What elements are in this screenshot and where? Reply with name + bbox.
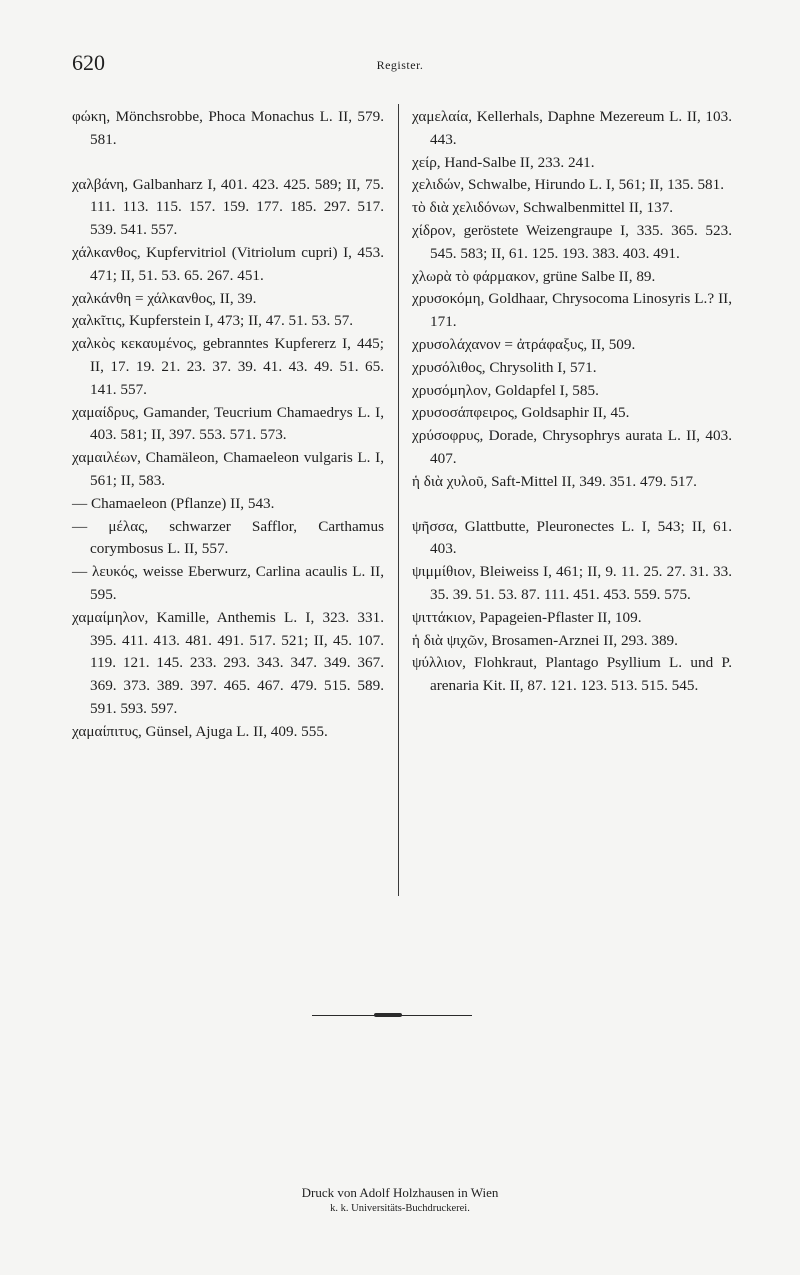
index-entry: χρυσοκόμη, Goldhaar, Chrysocoma Linosyris L.? II, 171. xyxy=(412,290,732,331)
index-entry: τὸ διὰ χελιδόνων, Schwalbenmittel II, 137. xyxy=(412,199,674,217)
imprint-line-2: k. k. Universitäts-Buchdruckerei. xyxy=(330,1203,470,1214)
index-entry: ψῆσσα, Glattbutte, Pleuronectes L. I, 543; II, 61. 403. xyxy=(412,517,732,558)
printer-imprint xyxy=(0,1185,800,1214)
index-entry: χελιδών, Schwalbe, Hirundo L. I, 561; II, 135. 581. xyxy=(412,176,725,194)
index-entry: χρυσόμηλον, Goldapfel I, 585. xyxy=(412,381,599,399)
page-number: 620 xyxy=(72,50,105,75)
index-entry: ἡ διὰ χυλοῦ, Saft-Mittel II, 349. 351. 479. 517. xyxy=(412,472,697,490)
index-entry: ψιμμίθιον, Bleiweiss I, 461; II, 9. 11. 25. 27. 31. 33. 35. 39. 51. 53. 87. 111. 451. 453. 559. 575. xyxy=(412,563,732,603)
index-entry: χαλκὸς κεκαυμένος, gebranntes Kupfererz I, 445; II, 17. 19. 21. 23. 37. 39. 41. 43. 49. 51. 65. 141. 557. xyxy=(72,335,384,398)
index-entry: — λευκός, weisse Eberwurz, Carlina acaulis L. II, 595. xyxy=(72,563,384,603)
left-column xyxy=(72,106,384,744)
index-entry: χαλβάνη, Galbanharz I, 401. 423. 425. 589; II, 75. 111. 113. 115. 157. 159. 177. 185. 297. 517. 539. 541. 557. xyxy=(72,175,384,239)
index-entry: ἡ διὰ ψιχῶν, Brosamen-Arznei II, 293. 389. xyxy=(412,631,678,649)
index-entry: χρυσολάχανον = ἀτράφαξυς, II, 509. xyxy=(412,335,636,353)
right-column xyxy=(412,106,732,698)
closing-ornament-rule xyxy=(312,1015,472,1016)
index-entry: χλωρὰ τὸ φάρμακον, grüne Salbe II, 89. xyxy=(412,267,656,285)
index-entry: χαλκάνθη = χάλκανθος, II, 39. xyxy=(72,289,257,307)
imprint-line-1: Druck von Adolf Holzhausen in Wien xyxy=(301,1185,499,1200)
index-entry: χρύσοφρυς, Dorade, Chrysophrys aurata L. II, 403. 407. xyxy=(412,427,732,467)
index-entry: χαμαίπιτυς, Günsel, Ajuga L. II, 409. 555. xyxy=(72,722,328,740)
index-entry: φώκη, Mönchsrobbe, Phoca Monachus L. II, 579. 581. xyxy=(72,108,384,148)
index-entry: χαλκῖτις, Kupferstein I, 473; II, 47. 51. 53. 57. xyxy=(72,312,354,330)
index-entry: χάλκανθος, Kupfervitriol (Vitriolum cupri) I, 453. 471; II, 51. 53. 65. 267. 451. xyxy=(72,243,384,284)
running-head: Register. xyxy=(376,58,424,72)
index-entry: ψιττάκιον, Papageien-Pflaster II, 109. xyxy=(412,608,642,626)
index-entry: — Chamaeleon (Pflanze) II, 543. xyxy=(72,494,275,512)
index-entry: — μέλας, schwarzer Safflor, Carthamus corymbosus L. II, 557. xyxy=(72,517,384,558)
index-entry: χείρ, Hand-Salbe II, 233. 241. xyxy=(412,153,595,171)
index-entry: χαμαίδρυς, Gamander, Teucrium Chamaedrys L. I, 403. 581; II, 397. 553. 571. 573. xyxy=(72,403,384,444)
column-divider xyxy=(398,104,399,896)
index-entry: ψύλλιον, Flohkraut, Plantago Psyllium L. und P. arenaria Kit. II, 87. 121. 123. 513. 515. 545. xyxy=(412,654,732,695)
index-entry: χρυσόλιθος, Chrysolith I, 571. xyxy=(412,358,597,376)
index-entry: χαμελαία, Kellerhals, Daphne Mezereum L. II, 103. 443. xyxy=(412,108,732,148)
index-entry: χαμαιλέων, Chamäleon, Chamaeleon vulgaris L. I, 561; II, 583. xyxy=(72,449,384,489)
index-entry: χαμαίμηλον, Kamille, Anthemis L. I, 323. 331. 395. 411. 413. 481. 491. 517. 521; II, 45. 107. 119. 121. 145. 233. 293. 343. 347. 349. 367. 369. 373. 389. 397. 465. 467. 479. 515. 589. 591. 593. 597. xyxy=(72,608,384,717)
index-entry: χρυσοσάπφειρος, Goldsaphir II, 45. xyxy=(412,404,630,422)
index-entry: χίδρον, geröstete Weizengraupe I, 335. 365. 523. 545. 583; II, 61. 125. 193. 383. 403. 491. xyxy=(412,221,732,262)
